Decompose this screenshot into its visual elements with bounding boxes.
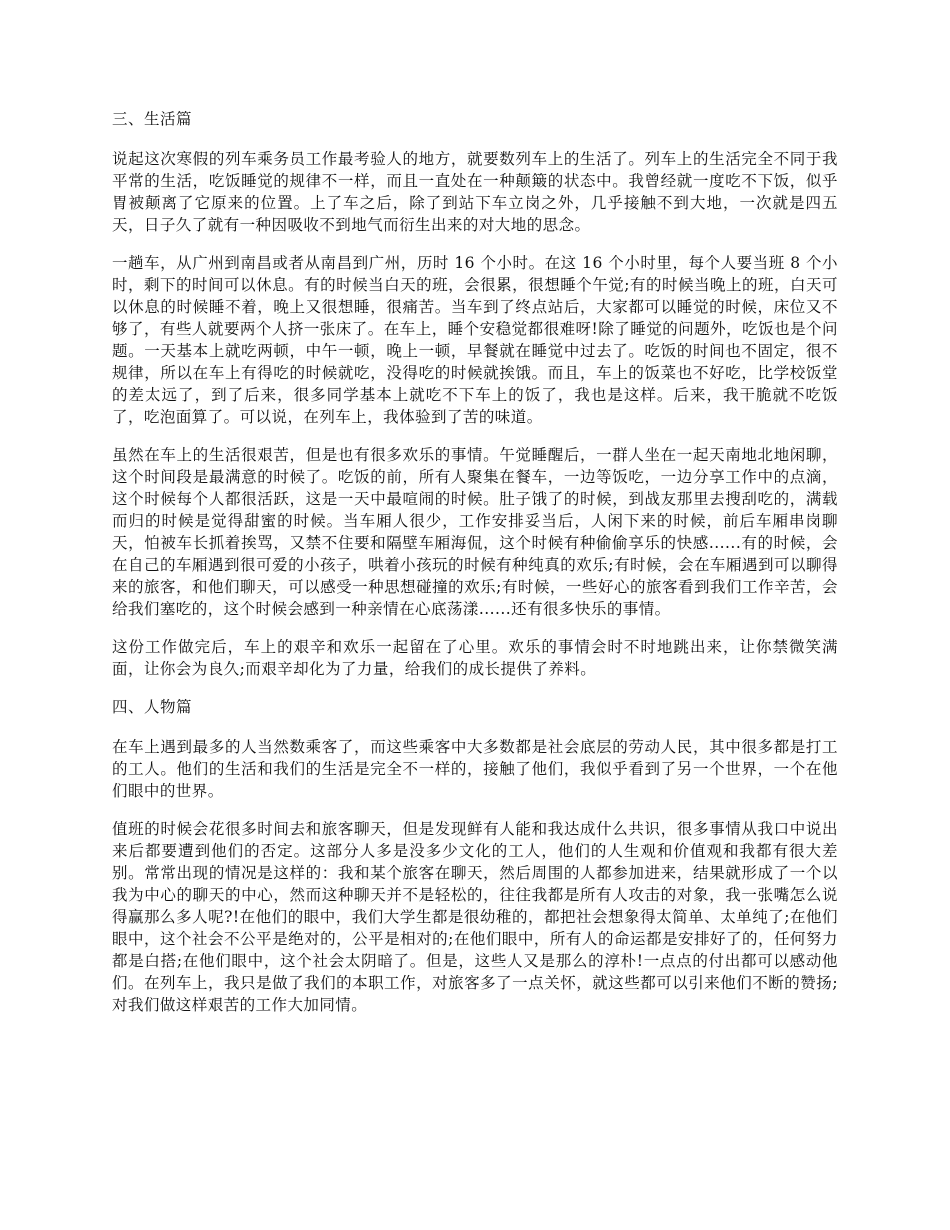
section-people xyxy=(112,696,838,1016)
section-heading: 三、生活篇 xyxy=(112,110,193,128)
paragraph: 值班的时候会花很多时间去和旅客聊天，但是发现鲜有人能和我达成什么共识，很多事情从我口中说出来后都要遭到他们的否定。这部分人多是没多少文化的工人，他们的人生观和价值观和我都有很大差别。常常出现的情况是这样的：我和某个旅客在聊天，然后周围的人都参加进来，结果就形成了一个以我为中心的聊天的中心，然而这种聊天并不是轻松的，往往我都是所有人攻击的对象，我一张嘴怎么说得赢那么多人呢?!在他们的眼中，我们大学生都是很幼稚的，都把社会想象得太简单、太单纯了;在他们眼中，这个社会不公平是绝对的，公平是相对的;在他们眼中，所有人的命运都是安排好了的，任何努力都是白搭;在他们眼中，这个社会太阴暗了。但是，这些人又是那么的淳朴!一点点的付出都可以感动他们。在列车上，我只是做了我们的本职工作，对旅客多了一点关怀，就这些都可以引来他们不断的赞扬;对我们做这样艰苦的工作大加同情。 xyxy=(112,820,838,1014)
section-life xyxy=(112,108,838,680)
paragraph: 在车上遇到最多的人当然数乘客了，而这些乘客中大多数都是社会底层的劳动人民，其中很多都是打工的工人。他们的生活和我们的生活是完全不一样的，接触了他们，我似乎看到了另一个世界，一个在他们眼中的世界。 xyxy=(112,738,838,800)
paragraph: 虽然在车上的生活很艰苦，但是也有很多欢乐的事情。午觉睡醒后，一群人坐在一起天南地北地闲聊，这个时间段是最满意的时候了。吃饭的前，所有人聚集在餐车，一边等饭吃，一边分享工作中的点滴，这个时候每个人都很活跃，这是一天中最喧闹的时候。肚子饿了的时候，到战友那里去搜刮吃的，满载而归的时候是觉得甜蜜的时候。当车厢人很少，工作安排妥当后，人闲下来的时候，前后车厢串岗聊天，怕被车长抓着挨骂，又禁不住要和隔壁车厢海侃，这个时候有种偷偷享乐的快感......有的时候，会在自己的车厢遇到很可爱的小孩子，哄着小孩玩的时候有种纯真的欢乐;有时候，会在车厢遇到可以聊得来的旅客，和他们聊天，可以感受一种思想碰撞的欢乐;有时候，一些好心的旅客看到我们工作辛苦，会给我们塞吃的，这个时候会感到一种亲情在心底荡漾......还有很多快乐的事情。 xyxy=(112,446,838,618)
paragraph: 说起这次寒假的列车乘务员工作最考验人的地方，就要数列车上的生活了。列车上的生活完全不同于我平常的生活，吃饭睡觉的规律不一样，而且一直处在一种颠簸的状态中。我曾经就一度吃不下饭，似乎胃被颠离了它原来的位置。上了车之后，除了到站下车立岗之外，几乎接触不到大地，一次就是四五天，日子久了就有一种因吸收不到地气而衍生出来的对大地的思念。 xyxy=(112,150,838,234)
section-heading: 四、人物篇 xyxy=(112,698,193,716)
paragraph: 一趟车，从广州到南昌或者从南昌到广州，历时 16 个小时。在这 16 个小时里，每个人要当班 8 个小时，剩下的时间可以休息。有的时候当白天的班，会很累，很想睡个午觉;有的时候当晚上的班，白天可以休息的时候睡不着，晚上又很想睡，很痛苦。当车到了终点站后，大家都可以睡觉的时候，床位又不够了，有些人就要两个人挤一张床了。在车上，睡个安稳觉都很难呀!除了睡觉的问题外，吃饭也是个问题。一天基本上就吃两顿，中午一顿，晚上一顿，早餐就在睡觉中过去了。吃饭的时间也不固定，很不规律，所以在车上有得吃的时候就吃，没得吃的时候就挨饿。而且，车上的饭菜也不好吃，比学校饭堂的差太远了，到了后来，很多同学基本上就吃不下车上的饭了，我也是这样。后来，我干脆就不吃饭了，吃泡面算了。可以说，在列车上，我体验到了苦的味道。 xyxy=(112,254,838,426)
paragraph: 这份工作做完后，车上的艰辛和欢乐一起留在了心里。欢乐的事情会时不时地跳出来，让你禁微笑满面，让你会为良久;而艰辛却化为了力量，给我们的成长提供了养料。 xyxy=(112,638,838,678)
